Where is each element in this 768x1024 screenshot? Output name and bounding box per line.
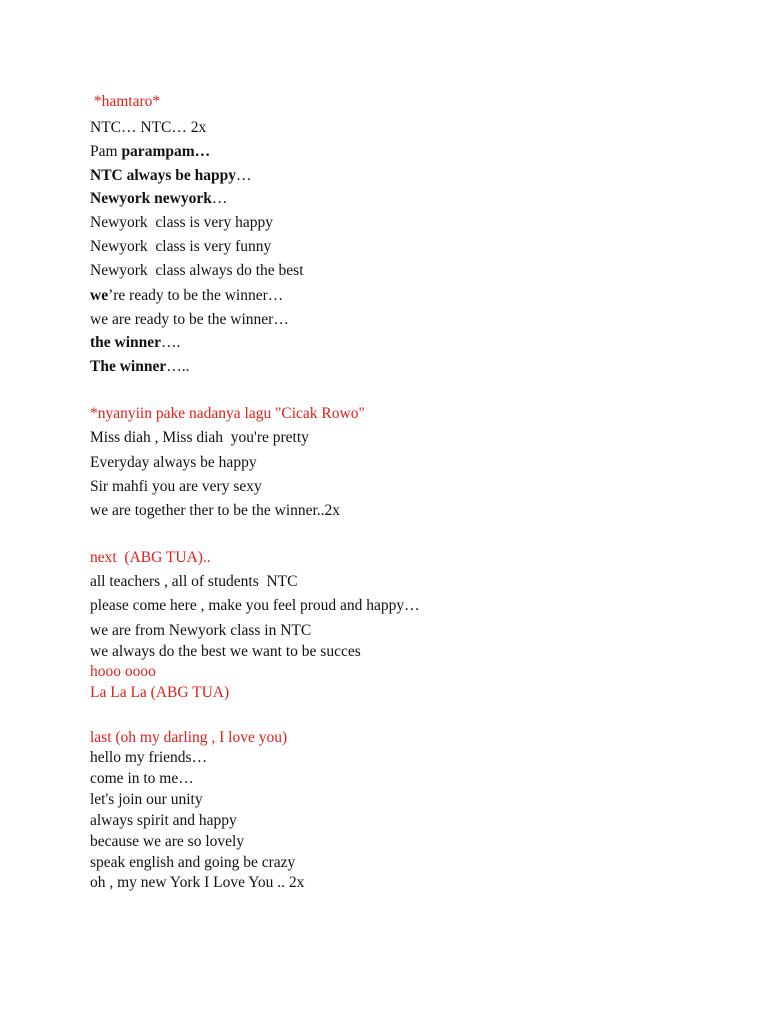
lyric-line: we are together ther to be the winner..2x [90, 502, 341, 519]
lyric-line: we always do the best we want to be succes [90, 643, 361, 660]
lyric-text-bold: parampam… [121, 143, 211, 160]
lyric-line: Everyday always be happy [90, 454, 257, 471]
lyric-line: Newyork class is very happy [90, 214, 273, 231]
lyric-text: … [211, 190, 228, 207]
lyric-text-bold: NTC always be happy [90, 167, 236, 184]
lyric-text: …. [161, 334, 181, 351]
lyric-line [90, 167, 252, 185]
lyric-line: all teachers , all of students NTC [90, 573, 298, 590]
lyric-line: Sir mahfi you are very sexy [90, 478, 262, 495]
section-heading-cicak-rowo: *nyanyiin pake nadanya lagu "Cicak Rowo" [90, 405, 365, 422]
lyric-text: ’re ready to be the winner… [108, 287, 284, 304]
lyric-text: … [236, 167, 252, 184]
lyric-text-bold: The winner [90, 358, 167, 375]
section-heading-last: last (oh my darling , I love you) [90, 729, 288, 746]
lyric-line: let's join our unity [90, 791, 203, 808]
lyric-line: we are ready to be the winner… [90, 311, 289, 328]
lyric-line: Newyork class always do the best [90, 262, 304, 279]
lyric-line [90, 358, 189, 376]
lyric-line [90, 143, 210, 161]
lyric-line: Miss diah , Miss diah you're pretty [90, 429, 309, 446]
lyric-text-bold: Newyork newyork [90, 190, 212, 207]
lyric-line: because we are so lovely [90, 833, 245, 850]
lyric-line-red: hooo oooo [90, 663, 156, 680]
lyric-text: Pam [90, 143, 122, 160]
lyric-text-bold: the winner [90, 334, 162, 351]
lyric-line: speak english and going be crazy [90, 854, 296, 871]
lyric-line: please come here , make you feel proud and happy… [90, 597, 420, 614]
lyric-line: come in to me… [90, 770, 194, 787]
lyric-text-bold: we [90, 287, 109, 304]
lyric-line [90, 287, 283, 305]
lyric-line [90, 190, 227, 208]
section-heading-abg-tua: next (ABG TUA).. [90, 549, 211, 566]
lyric-line [90, 334, 180, 352]
lyric-line: oh , my new York I Love You .. 2x [90, 874, 305, 891]
lyric-line: NTC… NTC… 2x [90, 119, 207, 136]
lyric-line-red: La La La (ABG TUA) [90, 684, 230, 701]
section-heading-hamtaro: *hamtaro* [90, 93, 161, 110]
lyric-line: hello my friends… [90, 749, 208, 766]
lyric-line: we are from Newyork class in NTC [90, 622, 312, 639]
lyric-line: always spirit and happy [90, 812, 237, 829]
lyric-line: Newyork class is very funny [90, 238, 272, 255]
lyric-text: ….. [166, 358, 190, 375]
